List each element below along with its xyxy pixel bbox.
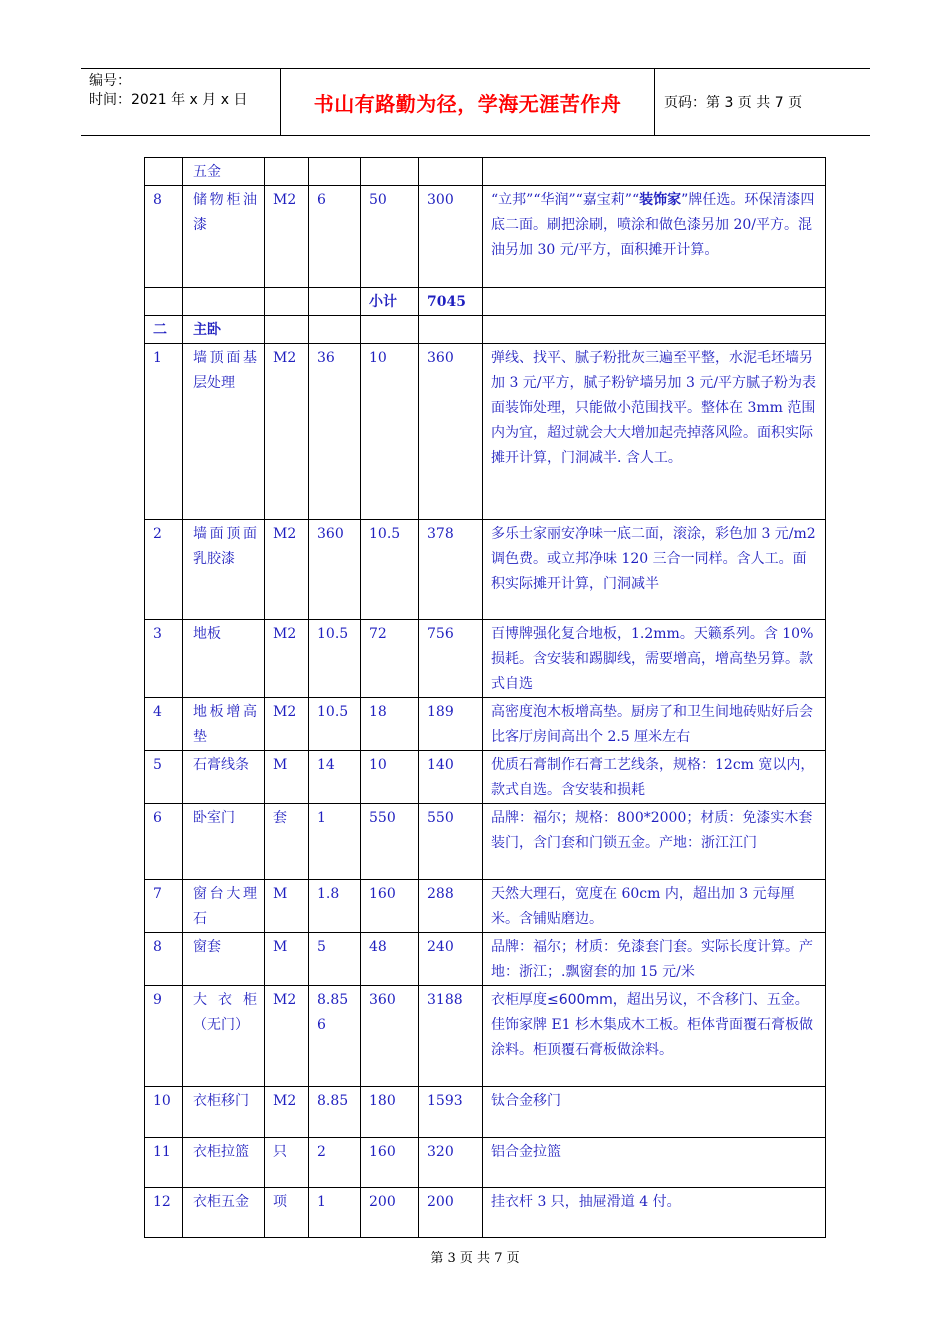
item-description: 高密度泡木板增高垫。厨房了和卫生间地砖贴好后会比客厅房间高出个 2.5 厘米左右 <box>483 698 826 751</box>
table-row <box>145 751 826 804</box>
item-unit: M <box>265 751 309 804</box>
subtotal-value: 7045 <box>419 288 483 316</box>
item-no: 3 <box>145 620 183 698</box>
item-price: 72 <box>361 620 419 698</box>
table-row <box>145 620 826 698</box>
table-row <box>145 986 826 1087</box>
item-name: 墙顶面基层处理 <box>183 344 265 520</box>
header-page-info: 页码：第 3 页 共 7 页 <box>664 95 803 111</box>
item-qty: 5 <box>309 933 361 986</box>
item-qty: 10.5 <box>309 698 361 751</box>
item-no: 5 <box>145 751 183 804</box>
item-qty: 36 <box>309 344 361 520</box>
item-total: 756 <box>419 620 483 698</box>
item-unit: M2 <box>265 1087 309 1138</box>
header-meta <box>81 69 281 135</box>
item-name: 衣柜拉篮 <box>183 1138 265 1188</box>
table-row <box>145 1138 826 1188</box>
item-unit: 套 <box>265 804 309 880</box>
item-name: 储物柜油漆 <box>183 186 265 288</box>
item-no: 11 <box>145 1138 183 1188</box>
header-motto: 书山有路勤为径，学海无涯苦作舟 <box>281 69 655 135</box>
item-total: 288 <box>419 880 483 933</box>
table-row <box>145 698 826 751</box>
item-qty: 10.5 <box>309 620 361 698</box>
item-name: 地板 <box>183 620 265 698</box>
item-price: 48 <box>361 933 419 986</box>
item-qty: 1 <box>309 1188 361 1238</box>
table-row <box>145 344 826 520</box>
item-total: 240 <box>419 933 483 986</box>
item-price: 10.5 <box>361 520 419 620</box>
item-total: 378 <box>419 520 483 620</box>
item-no: 9 <box>145 986 183 1087</box>
item-no: 8 <box>145 186 183 288</box>
table-row <box>145 880 826 933</box>
page-header <box>81 68 870 136</box>
item-description: 天然大理石，宽度在 60cm 内，超出加 3 元每厘米。含铺贴磨边。 <box>483 880 826 933</box>
item-qty: 1 <box>309 804 361 880</box>
item-price: 160 <box>361 880 419 933</box>
item-price: 18 <box>361 698 419 751</box>
item-unit: M2 <box>265 520 309 620</box>
item-unit: M2 <box>265 186 309 288</box>
item-total: 3188 <box>419 986 483 1087</box>
table-row <box>145 804 826 880</box>
item-total: 360 <box>419 344 483 520</box>
item-description: 品牌：福尔；规格：800*2000；材质：免漆实木套装门，含门套和门锁五金。产地：浙江江门 <box>483 804 826 880</box>
time-label: 时间：2021 年 x 月 x 日 <box>89 92 248 108</box>
item-price: 360 <box>361 986 419 1087</box>
section-row <box>145 316 826 344</box>
item-unit: M2 <box>265 698 309 751</box>
table-row <box>145 186 826 288</box>
item-total: 140 <box>419 751 483 804</box>
item-description: 品牌：福尔；材质：免漆套门套。实际长度计算。产地：浙江；.飘窗套的加 15 元/米 <box>483 933 826 986</box>
item-name: 窗套 <box>183 933 265 986</box>
item-no: 8 <box>145 933 183 986</box>
table-row <box>145 1087 826 1138</box>
item-description: 百博牌强化复合地板，1.2mm。天籁系列。含 10%损耗。含安装和踢脚线，需要增高，增高垫另算。款式自选 <box>483 620 826 698</box>
item-price: 10 <box>361 344 419 520</box>
item-price: 160 <box>361 1138 419 1188</box>
section-no: 二 <box>145 316 183 344</box>
item-name: 卧室门 <box>183 804 265 880</box>
item-qty: 1.8 <box>309 880 361 933</box>
item-description: 铝合金拉篮 <box>483 1138 826 1188</box>
item-no: 7 <box>145 880 183 933</box>
table-row <box>145 520 826 620</box>
item-unit: M2 <box>265 986 309 1087</box>
item-qty: 6 <box>309 186 361 288</box>
item-description: 优质石膏制作石膏工艺线条，规格：12cm 宽以内，款式自选。含安装和损耗 <box>483 751 826 804</box>
table-row <box>145 1188 826 1238</box>
item-no: 2 <box>145 520 183 620</box>
item-qty: 2 <box>309 1138 361 1188</box>
section-name: 主卧 <box>183 316 265 344</box>
item-name: 衣柜移门 <box>183 1087 265 1138</box>
item-description: 衣柜厚度≤600mm，超出另议，不含移门、五金。佳饰家牌 E1 杉木集成木工板。柜体背面覆石膏板做涂料。柜顶覆石膏板做涂料。 <box>483 986 826 1087</box>
item-unit: M <box>265 933 309 986</box>
item-unit: 项 <box>265 1188 309 1238</box>
item-description: 多乐士家丽安净味一底二面，滚涂，彩色加 3 元/m2 调色费。或立邦净味 120 三合一同样。含人工。面积实际摊开计算，门洞减半 <box>483 520 826 620</box>
item-no: 10 <box>145 1087 183 1138</box>
item-unit: M2 <box>265 620 309 698</box>
item-price: 200 <box>361 1188 419 1238</box>
subtotal-row <box>145 288 826 316</box>
item-total: 320 <box>419 1138 483 1188</box>
item-no: 6 <box>145 804 183 880</box>
item-no: 4 <box>145 698 183 751</box>
table-row <box>145 158 826 186</box>
item-price: 50 <box>361 186 419 288</box>
subtotal-label: 小计 <box>361 288 419 316</box>
page-footer: 第 3 页 共 7 页 <box>430 1251 520 1266</box>
item-name: 墙面顶面乳胶漆 <box>183 520 265 620</box>
item-unit: M2 <box>265 344 309 520</box>
item-unit: M <box>265 880 309 933</box>
item-total: 300 <box>419 186 483 288</box>
item-description: “立邦”“华润”“嘉宝莉”“装饰家”牌任选。环保清漆四底二面。刷把涂刷，喷涂和做色漆另加 20/平方。混油另加 30 元/平方，面积摊开计算。 <box>483 186 826 288</box>
item-no: 12 <box>145 1188 183 1238</box>
item-qty: 14 <box>309 751 361 804</box>
table-row <box>145 933 826 986</box>
item-name: 地板增高垫 <box>183 698 265 751</box>
item-qty: 8.85 <box>309 1087 361 1138</box>
item-name: 窗台大理石 <box>183 880 265 933</box>
item-price: 180 <box>361 1087 419 1138</box>
item-description: 弹线、找平、腻子粉批灰三遍至平整，水泥毛坯墙另加 3 元/平方，腻子粉铲墙另加 3 元/平方腻子粉为表面装饰处理，只能做小范围找平。整体在 3mm 范围内为宜，超过就会大大增加起壳掉落风险。面积实际摊开计算，门洞减半. 含人工。 <box>483 344 826 520</box>
item-description: 钛合金移门 <box>483 1087 826 1138</box>
quotation-table <box>144 157 826 1238</box>
code-label: 编号： <box>89 73 131 89</box>
item-name: 石膏线条 <box>183 751 265 804</box>
item-total: 550 <box>419 804 483 880</box>
item-rows <box>145 344 826 1238</box>
item-name: 衣柜五金 <box>183 1188 265 1238</box>
item-name: 五金 <box>183 158 265 186</box>
item-total: 189 <box>419 698 483 751</box>
item-total: 200 <box>419 1188 483 1238</box>
item-description: 挂衣杆 3 只，抽屉滑道 4 付。 <box>483 1188 826 1238</box>
item-name: 大衣柜（无门） <box>183 986 265 1087</box>
item-qty: 8.856 <box>309 986 361 1087</box>
item-qty: 360 <box>309 520 361 620</box>
item-no: 1 <box>145 344 183 520</box>
item-price: 550 <box>361 804 419 880</box>
item-unit: 只 <box>265 1138 309 1188</box>
item-price: 10 <box>361 751 419 804</box>
item-total: 1593 <box>419 1087 483 1138</box>
